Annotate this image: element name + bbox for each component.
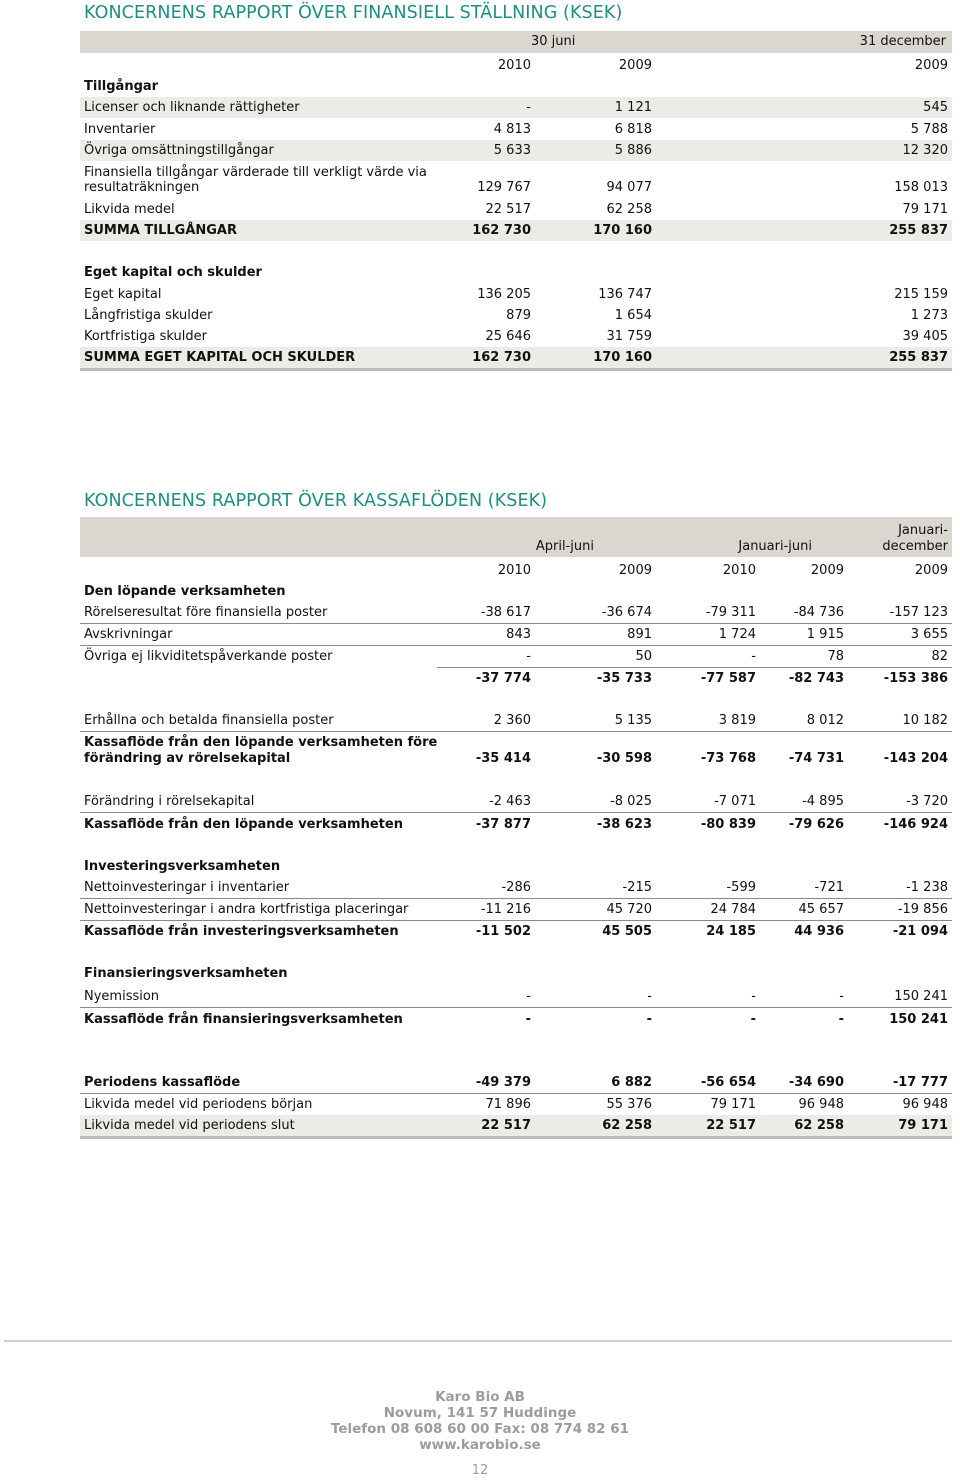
cell: 5 633 (493, 143, 531, 158)
footer-phone: Telefon 08 608 60 00 Fax: 08 774 82 61 (330, 1421, 630, 1437)
cell: 4 813 (493, 122, 531, 137)
cashflow-header-band (80, 517, 952, 557)
cell: 5 788 (910, 122, 948, 137)
cell: 22 517 (481, 1118, 531, 1133)
cell: 162 730 (472, 350, 531, 365)
cell: -77 587 (700, 671, 756, 686)
row-label: Inventarier (84, 122, 156, 137)
row-label-cont: förändring av rörelsekapital (84, 751, 291, 766)
row-label: Licenser och liknande rättigheter (84, 100, 300, 115)
row-label: Likvida medel vid periodens slut (84, 1118, 295, 1133)
row-label: Nettoinvesteringar i andra kortfristiga placeringar (84, 902, 409, 917)
cell: 50 (635, 649, 652, 664)
table-row (80, 1094, 952, 1115)
cell: - (751, 989, 756, 1004)
cell: 96 948 (902, 1097, 948, 1112)
cell: 6 882 (611, 1075, 652, 1090)
cell: 94 077 (606, 180, 652, 195)
year-col-4: 2009 (810, 563, 844, 578)
assets-heading: Tillgångar (84, 79, 159, 94)
cell: -19 856 (897, 902, 948, 917)
table-row (80, 624, 952, 645)
cell: 3 655 (910, 627, 948, 642)
cell: 39 405 (902, 329, 948, 344)
table-row (80, 284, 952, 305)
balance-title: KONCERNENS RAPPORT ÖVER FINANSIELL STÄLLNING (KSEK) (84, 3, 623, 23)
cell: 1 654 (614, 308, 652, 323)
cell: 71 896 (485, 1097, 531, 1112)
cell: 843 (506, 627, 531, 642)
cell: 25 646 (485, 329, 531, 344)
row-label: Avskrivningar (84, 627, 173, 642)
cell: - (526, 649, 531, 664)
cell: -8 025 (610, 794, 652, 809)
cell: -3 720 (906, 794, 948, 809)
cell: -80 839 (700, 817, 756, 832)
row-label: Eget kapital (84, 287, 162, 302)
cell: 162 730 (472, 223, 531, 238)
cell: 1 724 (718, 627, 756, 642)
period-header-januari-december-1: Januari- (898, 523, 948, 538)
cell: 1 121 (614, 100, 652, 115)
cell: 45 505 (602, 924, 652, 939)
balance-header-band (80, 31, 952, 53)
table-row (80, 199, 952, 220)
equity-heading: Eget kapital och skulder (84, 265, 262, 280)
year-col-1: 2010 (497, 58, 531, 73)
footer-address: Novum, 141 57 Huddinge (383, 1405, 577, 1421)
cell: 1 915 (806, 627, 844, 642)
cashflow-title: KONCERNENS RAPPORT ÖVER KASSAFLÖDEN (KSEK) (84, 491, 548, 511)
page-number: 12 (471, 1463, 489, 1478)
cell: -84 736 (793, 605, 844, 620)
equity-total-row (80, 347, 952, 368)
cell: 31 759 (606, 329, 652, 344)
divider (80, 368, 952, 371)
cell: 79 171 (902, 202, 948, 217)
cell: -82 743 (788, 671, 844, 686)
cell: -11 216 (480, 902, 531, 917)
operating-heading: Den löpande verksamheten (84, 584, 286, 599)
cell: 79 171 (898, 1118, 948, 1133)
cell: 2 360 (493, 713, 531, 728)
cell: -215 (622, 880, 652, 895)
year-col-2: 2009 (618, 563, 652, 578)
financing-heading-row (80, 963, 952, 984)
cell: -2 463 (489, 794, 531, 809)
row-label: Periodens kassaflöde (84, 1075, 241, 1090)
cell: 129 767 (477, 180, 531, 195)
row-label: Likvida medel vid periodens början (84, 1097, 313, 1112)
cell: 55 376 (606, 1097, 652, 1112)
cell: -34 690 (788, 1075, 844, 1090)
table-row (80, 305, 952, 326)
cell: - (525, 1012, 531, 1027)
cell: -157 123 (889, 605, 948, 620)
cell: 45 720 (606, 902, 652, 917)
row-label: Erhållna och betalda finansiella poster (84, 713, 334, 728)
table-row (80, 646, 952, 667)
cell: 82 (931, 649, 948, 664)
cell: 78 (827, 649, 844, 664)
table-row (80, 899, 952, 920)
cell: - (751, 649, 756, 664)
cell: -721 (814, 880, 844, 895)
cell: 10 182 (902, 713, 948, 728)
cell: - (526, 989, 531, 1004)
cell: 22 517 (485, 202, 531, 217)
operating-heading-row (80, 581, 952, 602)
investing-heading-row (80, 856, 952, 877)
row-label: SUMMA EGET KAPITAL OCH SKULDER (84, 350, 356, 365)
table-row (80, 119, 952, 140)
row-label: Rörelseresultat före finansiella poster (84, 605, 328, 620)
year-col-5: 2009 (914, 563, 948, 578)
cell: -17 777 (892, 1075, 948, 1090)
footer-web: www.karobio.se (419, 1437, 541, 1453)
cell: 24 185 (706, 924, 756, 939)
period-header-30-juni: 30 juni (531, 34, 576, 49)
cell: 24 784 (710, 902, 756, 917)
cell: -79 626 (788, 817, 844, 832)
cell: 545 (923, 100, 948, 115)
divider (80, 812, 952, 813)
cell: 45 657 (798, 902, 844, 917)
equity-heading-row (80, 262, 952, 283)
assets-total-row (80, 220, 952, 241)
cell: -21 094 (892, 924, 948, 939)
cell: - (647, 989, 652, 1004)
assets-heading-row (80, 76, 952, 97)
cell: 1 273 (910, 308, 948, 323)
cell: -56 654 (700, 1075, 756, 1090)
cell: -30 598 (596, 751, 652, 766)
table-row (80, 162, 952, 198)
cell: 158 013 (894, 180, 948, 195)
table-row (80, 97, 952, 118)
cell: - (646, 1012, 652, 1027)
cell: -286 (501, 880, 531, 895)
row-label: Finansiella tillgångar värderade till verkligt värde via (84, 165, 427, 180)
cell: 5 135 (614, 713, 652, 728)
cell: 12 320 (902, 143, 948, 158)
footer-divider (4, 1340, 952, 1342)
row-label: Kassaflöde från den löpande verksamheten (84, 817, 403, 832)
investing-heading: Investeringsverksamheten (84, 859, 281, 874)
row-label-cont: resultaträkningen (84, 180, 200, 195)
cell: -35 414 (475, 751, 531, 766)
table-row (80, 791, 952, 812)
financing-heading: Finansieringsverksamheten (84, 966, 288, 981)
year-col-2: 2009 (618, 58, 652, 73)
cell: 62 258 (602, 1118, 652, 1133)
row-label: Långfristiga skulder (84, 308, 213, 323)
cell: -74 731 (788, 751, 844, 766)
cell: 255 837 (889, 350, 948, 365)
divider (80, 1136, 952, 1139)
cell: - (750, 1012, 756, 1027)
operating-subtotal-row (80, 668, 952, 689)
cell: -79 311 (705, 605, 756, 620)
cell: -49 379 (475, 1075, 531, 1090)
cell: -37 877 (475, 817, 531, 832)
cell: -73 768 (700, 751, 756, 766)
cell: 891 (627, 627, 652, 642)
cell: 136 205 (477, 287, 531, 302)
period-cf-row (80, 1072, 952, 1093)
cash-end-row (80, 1115, 952, 1136)
cell: -146 924 (883, 817, 948, 832)
cell: 150 241 (889, 1012, 948, 1027)
table-row (80, 326, 952, 347)
cell: 5 886 (614, 143, 652, 158)
cell: 215 159 (894, 287, 948, 302)
cell: - (838, 1012, 844, 1027)
cell: 44 936 (794, 924, 844, 939)
cell: 62 258 (606, 202, 652, 217)
cell: -153 386 (883, 671, 948, 686)
row-label: Kassaflöde från den löpande verksamheten före (84, 735, 438, 750)
period-header-januari-juni: Januari-juni (738, 539, 812, 554)
cell: 8 012 (806, 713, 844, 728)
period-header-april-juni: April-juni (535, 539, 594, 554)
cell: 22 517 (706, 1118, 756, 1133)
period-header-31-december: 31 december (859, 34, 946, 49)
cell: 879 (506, 308, 531, 323)
cf-before-wc-row (80, 733, 952, 769)
cell: 150 241 (894, 989, 948, 1004)
cf-financing-row (80, 1009, 952, 1030)
cell: 136 747 (598, 287, 652, 302)
row-label: Likvida medel (84, 202, 175, 217)
balance-years-row (80, 55, 952, 76)
cell: -38 617 (480, 605, 531, 620)
table-row (80, 140, 952, 161)
year-col-3: 2009 (914, 58, 948, 73)
cell: -11 502 (475, 924, 531, 939)
cell: -143 204 (883, 751, 948, 766)
row-label: Förändring i rörelsekapital (84, 794, 255, 809)
cell: -36 674 (601, 605, 652, 620)
year-col-3: 2010 (722, 563, 756, 578)
row-label: Kassaflöde från investeringsverksamheten (84, 924, 399, 939)
cell: -599 (726, 880, 756, 895)
row-label: Övriga ej likviditetspåverkande poster (84, 649, 333, 664)
cell: 96 948 (798, 1097, 844, 1112)
footer-company: Karo Bio AB (435, 1389, 525, 1405)
period-header-januari-december-2: december (882, 539, 948, 554)
row-label: Kassaflöde från finansieringsverksamheten (84, 1012, 403, 1027)
table-row (80, 602, 952, 623)
row-label: Kortfristiga skulder (84, 329, 207, 344)
row-label: Övriga omsättningstillgångar (84, 143, 274, 158)
cell: 3 819 (718, 713, 756, 728)
cf-investing-row (80, 921, 952, 942)
cell: - (526, 100, 531, 115)
divider (80, 1007, 952, 1008)
row-label: SUMMA TILLGÅNGAR (84, 223, 238, 238)
cell: -37 774 (475, 671, 531, 686)
cell: -1 238 (906, 880, 948, 895)
cell: -38 623 (596, 817, 652, 832)
row-label: Nettoinvesteringar i inventarier (84, 880, 290, 895)
divider (80, 731, 952, 732)
cf-operating-row (80, 814, 952, 835)
cell: -7 071 (714, 794, 756, 809)
cell: 6 818 (614, 122, 652, 137)
table-row (80, 877, 952, 898)
cell: -4 895 (802, 794, 844, 809)
cell: 170 160 (593, 350, 652, 365)
cell: - (839, 989, 844, 1004)
cell: 62 258 (794, 1118, 844, 1133)
table-row (80, 710, 952, 731)
row-label: Nyemission (84, 989, 160, 1004)
cashflow-years-row (80, 560, 952, 581)
cell: -35 733 (596, 671, 652, 686)
table-row (80, 986, 952, 1007)
cell: 255 837 (889, 223, 948, 238)
cell: 170 160 (593, 223, 652, 238)
year-col-1: 2010 (497, 563, 531, 578)
cell: 79 171 (710, 1097, 756, 1112)
